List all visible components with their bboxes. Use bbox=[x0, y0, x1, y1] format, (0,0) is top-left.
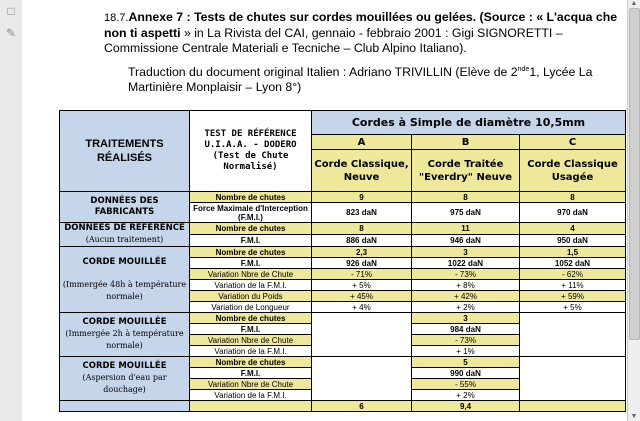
translation-sup: nde bbox=[517, 66, 530, 73]
cell-value: 1,5 bbox=[520, 247, 626, 258]
left-toolbar bbox=[0, 0, 23, 421]
section-title: DONNÉES DE RÉFÉRENCE bbox=[64, 223, 185, 233]
cell-value: 8 bbox=[312, 223, 412, 235]
cell-value: 886 daN bbox=[312, 235, 412, 247]
translation-prefix: Traduction du document original Italien : Adriano TRIVILLIN (Elève de 2 bbox=[128, 65, 518, 79]
section-title: CORDE MOUILLÉE bbox=[82, 361, 167, 371]
row-label: F.M.I. bbox=[190, 258, 312, 269]
cell-value: 946 daN bbox=[412, 235, 520, 247]
header-test-reference bbox=[190, 111, 312, 192]
cell-value: + 8% bbox=[412, 280, 520, 291]
cell-value: 8 bbox=[520, 192, 626, 203]
translation-note bbox=[128, 65, 628, 95]
section-subtitle: (Immergée 2h à température normale) bbox=[65, 329, 184, 350]
cell-value: 970 daN bbox=[520, 203, 626, 223]
section-mouillee-2h bbox=[60, 313, 190, 357]
cell-value: - 73% bbox=[412, 335, 520, 346]
cell-value: 990 daN bbox=[412, 368, 520, 379]
cell-value: 3 bbox=[412, 247, 520, 258]
header-traitements: TRAITEMENTS RÉALISÉS bbox=[60, 111, 190, 192]
section-title: CORDE MOUILLÉE bbox=[82, 256, 167, 267]
section-subtitle: (Aspersion d'eau par douchage) bbox=[82, 373, 167, 394]
group-header: Cordes à Simple de diamètre 10,5mm bbox=[312, 111, 626, 135]
cell-value: + 4% bbox=[312, 302, 412, 313]
cell-value: + 5% bbox=[312, 280, 412, 291]
row-label: Force Maximale d'Interception (F.M.I.) bbox=[190, 203, 312, 223]
test-reference-subtitle: (Test de Chute Normalisé) bbox=[212, 151, 289, 172]
row-label: Nombre de chutes bbox=[190, 192, 312, 203]
col-a-letter: A bbox=[312, 135, 412, 150]
cell-value: + 42% bbox=[412, 291, 520, 302]
section-mouillee-douchage bbox=[60, 357, 190, 401]
row-label: F.M.I. bbox=[190, 368, 312, 379]
cell-value: - 71% bbox=[312, 269, 412, 280]
section-title: CORDE MOUILLÉE bbox=[82, 317, 167, 327]
cell-value: + 2% bbox=[412, 390, 520, 401]
cell-value: + 5% bbox=[520, 302, 626, 313]
test-reference-title: TEST DE RÉFÉRENCE U.I.A.A. - DODERO bbox=[204, 129, 297, 150]
scroll-up-icon[interactable]: ▲ bbox=[630, 0, 638, 7]
empty-cell bbox=[520, 313, 626, 357]
annex-title: Annexe 7 : Tests de chutes sur cordes mouillées ou gelées. bbox=[128, 10, 477, 24]
cell-value: 1052 daN bbox=[520, 258, 626, 269]
row-label: Nombre de chutes bbox=[190, 223, 312, 235]
row-label: Variation de la F.M.I. bbox=[190, 346, 312, 357]
cell-value: 950 daN bbox=[520, 235, 626, 247]
cell-value: 8 bbox=[412, 192, 520, 203]
row-label: Variation de la F.M.I. bbox=[190, 390, 312, 401]
row-label: Variation Nbre de Chute bbox=[190, 269, 312, 280]
cell-value: 975 daN bbox=[412, 203, 520, 223]
row-label: Nombre de chutes bbox=[190, 313, 312, 324]
annex-heading bbox=[104, 10, 624, 56]
cell-value: 984 daN bbox=[412, 324, 520, 335]
empty-cell bbox=[520, 357, 626, 401]
source-title: L'acqua che non ti aspetti bbox=[104, 10, 618, 40]
cell-value: 11 bbox=[412, 223, 520, 235]
empty-cell bbox=[312, 313, 412, 357]
vertical-scrollbar[interactable] bbox=[627, 0, 640, 421]
cell-value: 1022 daN bbox=[412, 258, 520, 269]
cell-value: + 2% bbox=[412, 302, 520, 313]
row-label-partial bbox=[190, 401, 312, 412]
section-reference bbox=[60, 223, 190, 247]
cell-value: 2,3 bbox=[312, 247, 412, 258]
empty-cell bbox=[312, 357, 412, 401]
row-label: Nombre de chutes bbox=[190, 247, 312, 258]
source-rest: » in La Rivista del CAI, gennaio - febbraio 2001 : Gigi SIGNORETTI – Commissione Centrale Materiali e Tecniche – Club Alpino Italiano). bbox=[104, 26, 563, 55]
col-a-name: Corde Classique, Neuve bbox=[312, 150, 412, 192]
row-label: Variation du Poids bbox=[190, 291, 312, 302]
col-b-letter: B bbox=[412, 135, 520, 150]
document-icon[interactable]: □ bbox=[7, 4, 15, 18]
row-label: F.M.I. bbox=[190, 235, 312, 247]
col-c-letter: C bbox=[520, 135, 626, 150]
cell-value: - 55% bbox=[412, 379, 520, 390]
row-label: Variation de Longueur bbox=[190, 302, 312, 313]
scroll-down-icon[interactable]: ▼ bbox=[630, 413, 638, 420]
row-label: Variation de la F.M.I. bbox=[190, 280, 312, 291]
cell-value: 926 daN bbox=[312, 258, 412, 269]
translation-suffix: 1, Lycée La Martinière Monplaisir – Lyon 8°) bbox=[128, 65, 593, 94]
row-label: Variation Nbre de Chute bbox=[190, 379, 312, 390]
cell-value: + 1% bbox=[412, 346, 520, 357]
cell-value: - 62% bbox=[520, 269, 626, 280]
cell-value: + 59% bbox=[520, 291, 626, 302]
cell-value: 823 daN bbox=[312, 203, 412, 223]
source-prefix: (Source : « bbox=[479, 10, 544, 24]
cell-value: + 11% bbox=[520, 280, 626, 291]
row-label: Nombre de chutes bbox=[190, 357, 312, 368]
scrollbar-thumb[interactable] bbox=[629, 8, 640, 340]
col-c-name: Corde Classique Usagée bbox=[520, 150, 626, 192]
document-page bbox=[22, 0, 628, 421]
rope-test-table bbox=[59, 110, 626, 412]
section-fabricants: DONNÉES DES FABRICANTS bbox=[60, 192, 190, 223]
cell-value: 4 bbox=[520, 223, 626, 235]
section-subtitle: (Aucun traitement) bbox=[85, 235, 164, 244]
cell-value: - 73% bbox=[412, 269, 520, 280]
cell-value: 9,4 bbox=[412, 401, 520, 412]
cell-value-partial bbox=[520, 401, 626, 412]
cell-value: 5 bbox=[412, 357, 520, 368]
row-label: F.M.I. bbox=[190, 324, 312, 335]
section-partial bbox=[60, 401, 190, 412]
cell-value: 6 bbox=[312, 401, 412, 412]
row-label: Variation Nbre de Chute bbox=[190, 335, 312, 346]
cell-value: 3 bbox=[412, 313, 520, 324]
cell-value: 9 bbox=[312, 192, 412, 203]
section-number: 18.7. bbox=[104, 12, 129, 24]
col-b-name: Corde Traitée "Everdry" Neuve bbox=[412, 150, 520, 192]
section-mouillee-48h bbox=[60, 247, 190, 313]
section-subtitle: (Immergée 48h à température normale) bbox=[62, 279, 187, 301]
cell-value: + 45% bbox=[312, 291, 412, 302]
pencil-icon[interactable]: ✎ bbox=[5, 26, 17, 40]
